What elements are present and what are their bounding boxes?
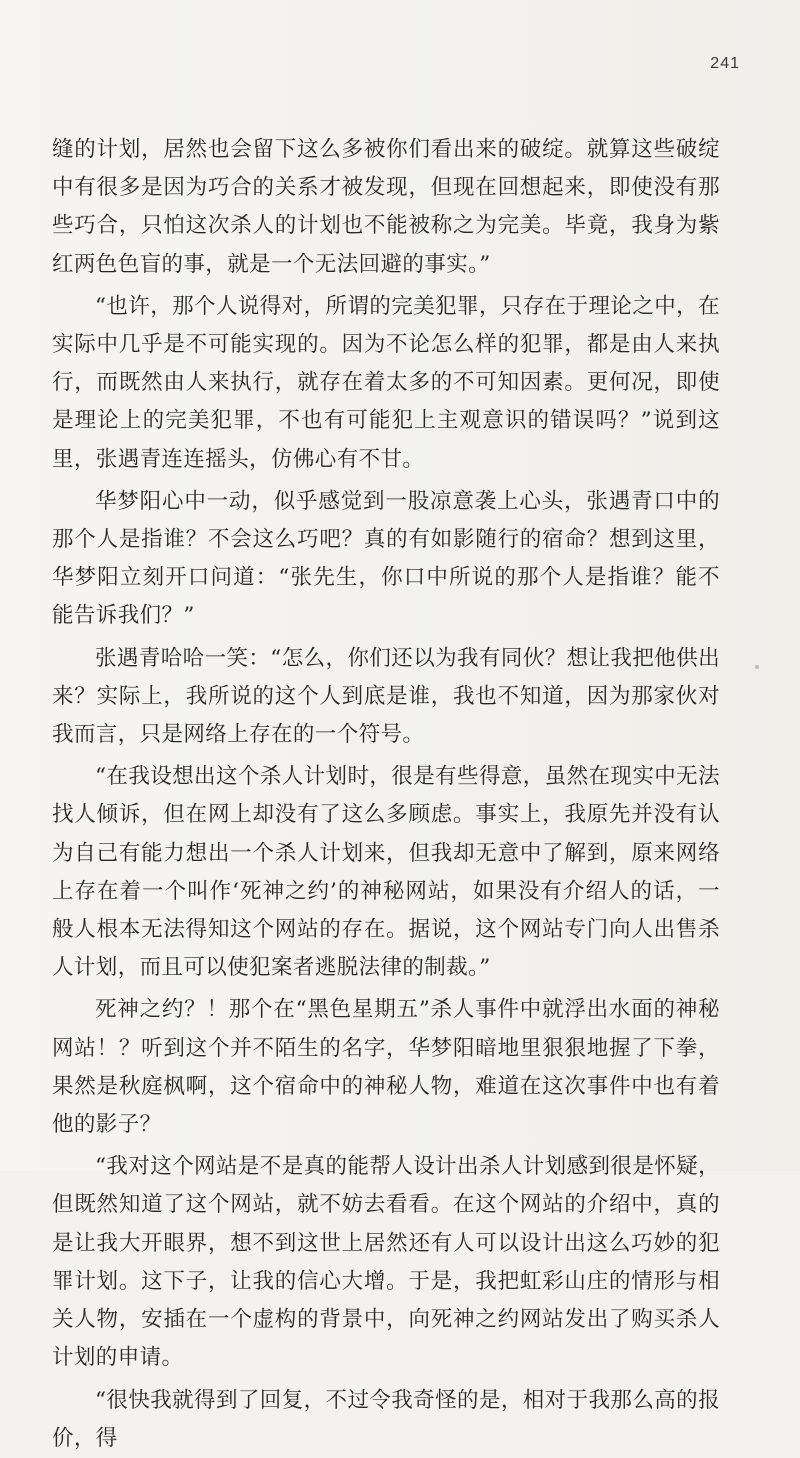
paragraph-4: 张遇青哈哈一笑：“怎么，你们还以为我有同伙？想让我把他供出来？实际上，我所说的这个人到底是谁，我也不知道，因为那家伙对我而言，只是网络上存在的一个符号。: [52, 645, 720, 748]
paragraph-8: “很快我就得到了回复，不过令我奇怪的是，相对于我那么高的报价，得: [52, 1387, 720, 1451]
paragraph-3: 华梦阳心中一动，似乎感觉到一股凉意袭上心头，张遇青口中的那个人是指谁？不会这么巧吧？真的有如影随行的宿命？想到这里，华梦阳立刻开口问道：“张先生，你口中所说的那个人是指谁？能不能告诉我们？”: [52, 488, 720, 629]
paragraph-6: 死神之约？！那个在“黑色星期五”杀人事件中就浮出水面的神秘网站！？听到这个并不陌生的名字，华梦阳暗地里狠狠地握了下拳，果然是秋庭枫啊，这个宿命中的神秘人物，难道在这次事件中也有着他的影子？: [52, 997, 720, 1138]
paragraph-7: “我对这个网站是不是真的能帮人设计出杀人计划感到很是怀疑，但既然知道了这个网站，就不妨去看看。在这个网站的介绍中，真的是让我大开眼界，想不到这世上居然还有人可以设计出这么巧妙的犯罪计划。这下子，让我的信心大增。于是，我把虹彩山庄的情形与相关人物，安插在一个虚构的背景中，向死神之约网站发出了购买杀人计划的申请。: [52, 1154, 720, 1371]
paragraph-1: 缝的计划，居然也会留下这么多被你们看出来的破绽。就算这些破绽中有很多是因为巧合的关系才被发现，但现在回想起来，即使没有那些巧合，只怕这次杀人的计划也不能被称之为完美。毕竟，我身为紫红两色色盲的事，就是一个无法回避的事实。”: [52, 137, 720, 277]
page-number: 241: [710, 55, 740, 72]
paragraph-2: “也许，那个人说得对，所谓的完美犯罪，只存在于理论之中，在实际中几乎是不可能实现的。因为不论怎么样的犯罪，都是由人来执行，而既然由人来执行，就存在着太多的不可知因素。更何况，即使是理论上的完美犯罪，不也有可能犯上主观意识的错误吗？”说到这里，张遇青连连摇头，仿佛心有不甘。: [52, 293, 720, 472]
paragraph-5: “在我设想出这个杀人计划时，很是有些得意，虽然在现实中无法找人倾诉，但在网上却没有了这么多顾虑。事实上，我原先并没有认为自己有能力想出一个杀人计划来，但我却无意中了解到，原来网络上存在着一个叫作‘死神之约’的神秘网站，如果没有介绍人的话，一般人根本无法得知这个网站的存在。据说，这个网站专门向人出售杀人计划，而且可以使犯案者逃脱法律的制裁。”: [52, 764, 720, 981]
body-text: [52, 131, 720, 1458]
scan-speck: [755, 665, 759, 669]
